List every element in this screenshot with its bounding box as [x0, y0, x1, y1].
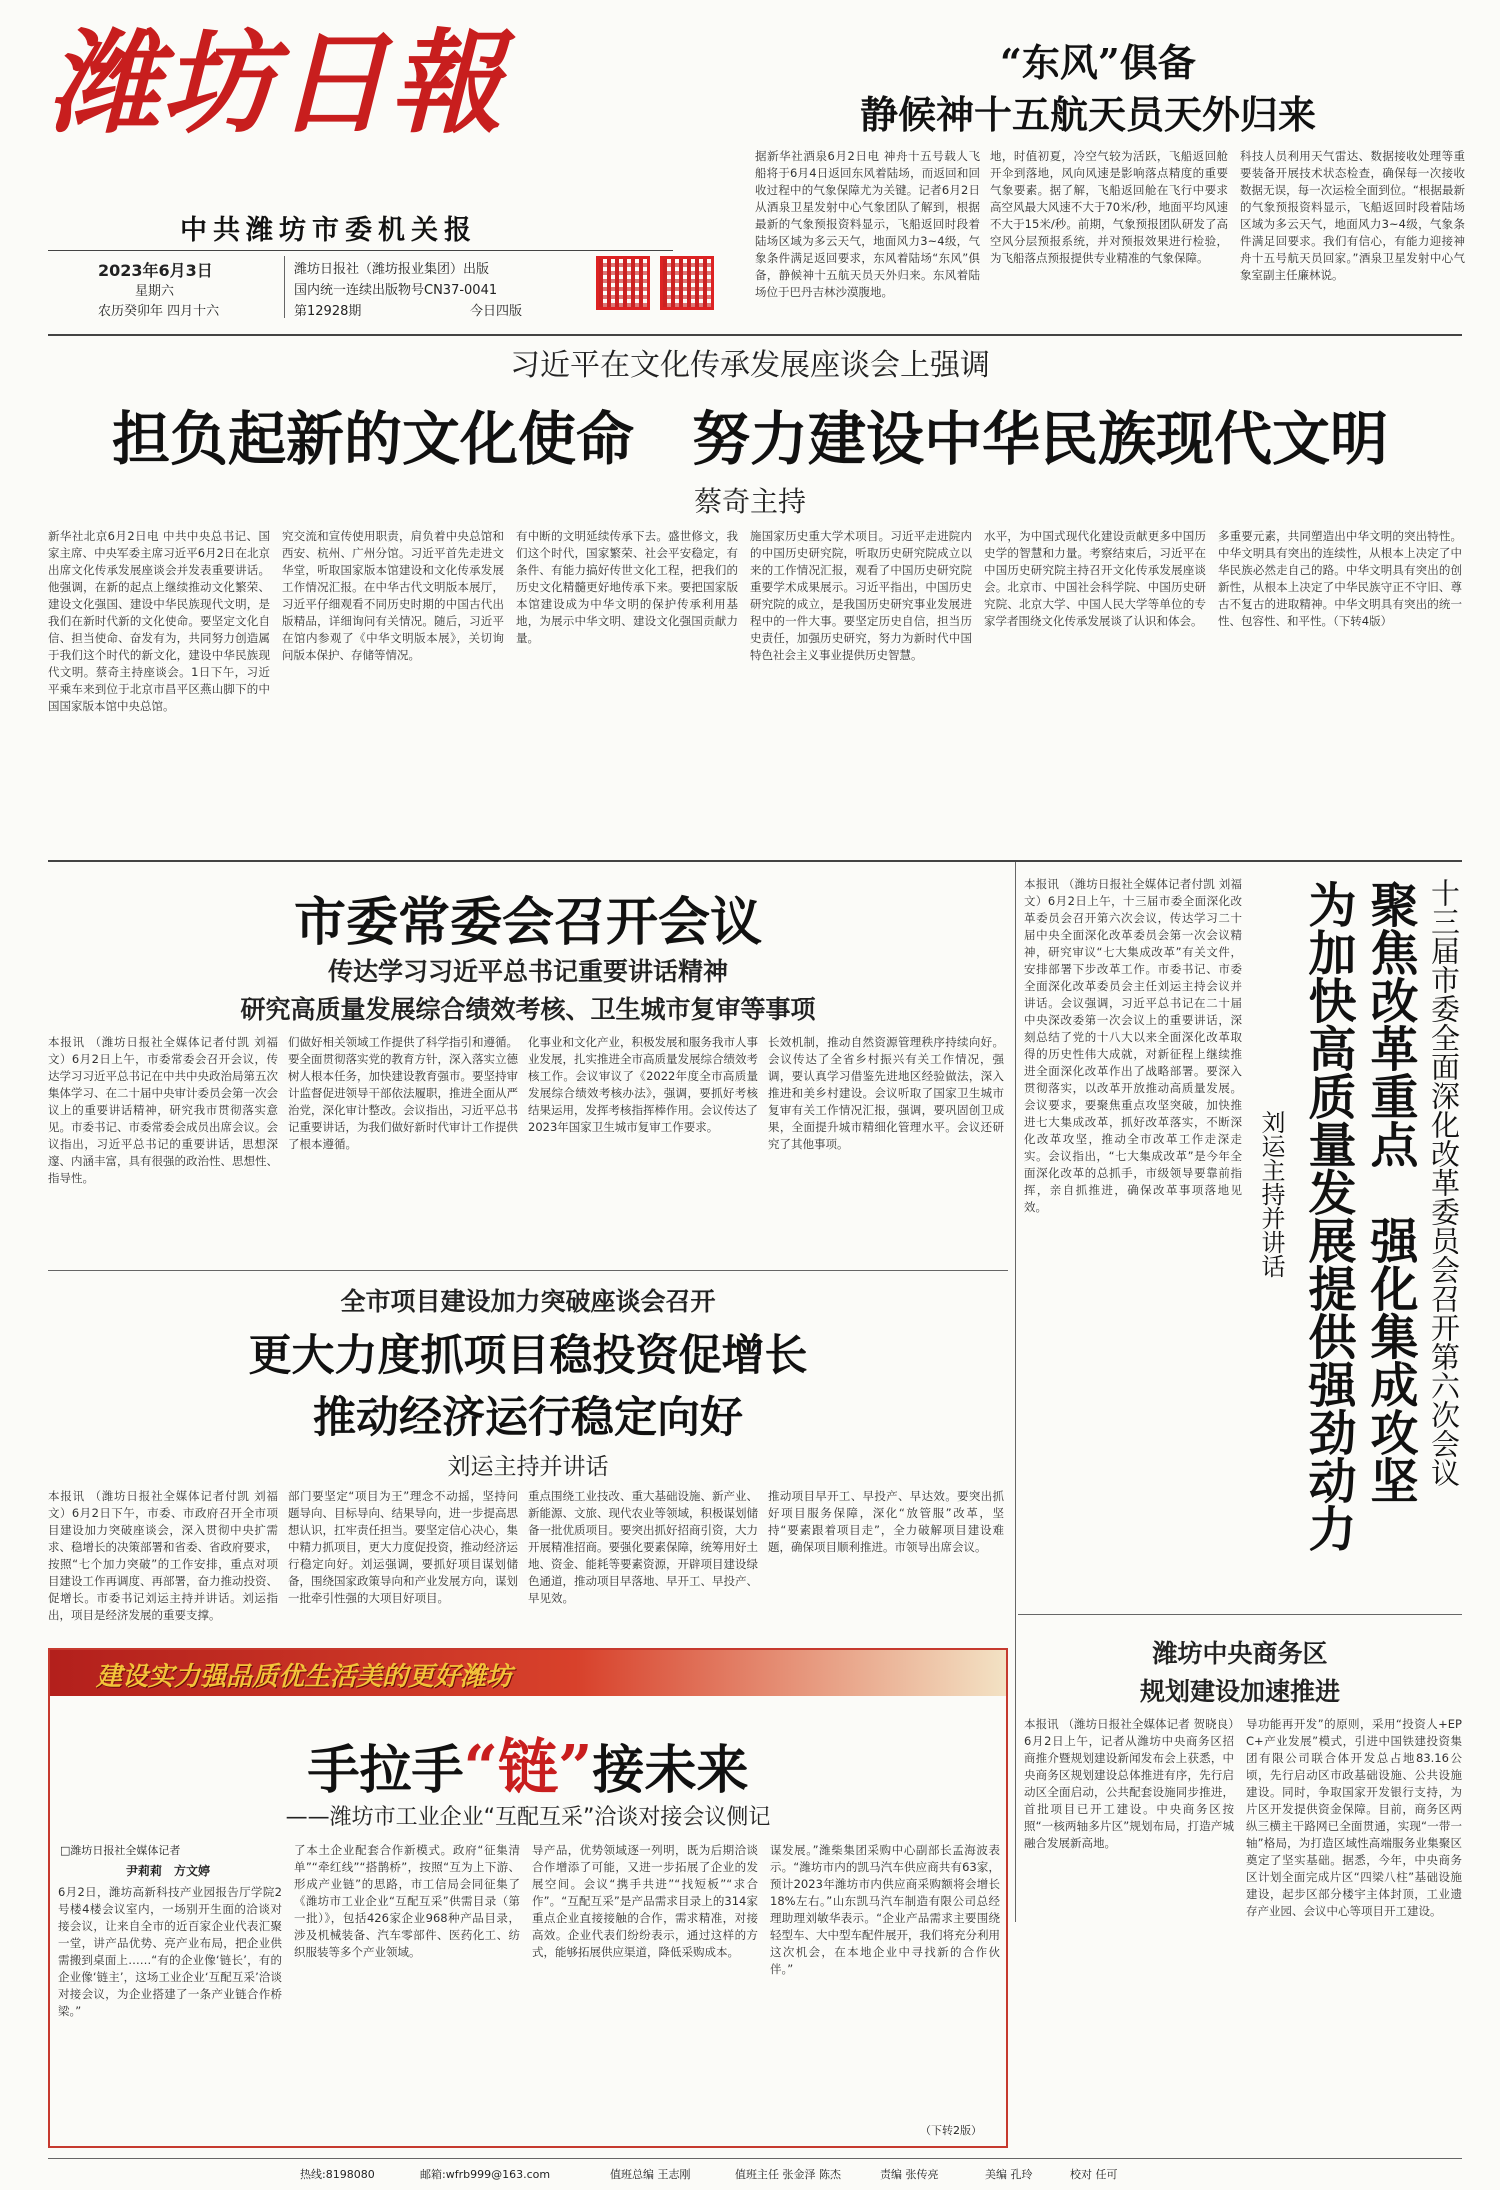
masthead-title: 潍坊日報: [48, 18, 504, 149]
top-story-col-3: 科技人员利用天气雷达、数据接收处理等重要装备开展技术状态检查，确保每一次接收数据无误，每一次运检全面到位。“根据最新的气象预报资料显示，飞船返回时段着陆场区域为多云天气，地面风力3~4级，气象条件满足回要求。我们有信心，有能力迎接神舟十五号航天员回家。”酒泉卫星发射中心气象室副主任廉林说。: [1240, 149, 1465, 282]
lead-col-2: 究交流和宣传使用职责，肩负着中央总馆和西安、杭州、广州分馆。习近平首先走进文华堂，听取国家版本馆建设和文化传承发展工作情况汇报。在中华古代文明版本展厅，习近平仔细观看不同历史时期的中国古代出版精品，详细询问有关情况。随后，习近平在馆内参观了《中华文明版本展》，关切询问版本保护、存储等情况。: [282, 529, 504, 662]
feature-byline-names: 尹莉莉 方文婷: [126, 1864, 211, 1878]
lead-headline: 担负起新的文化使命 努力建设中华民族现代文明: [111, 405, 1388, 473]
projects-col-1: 本报讯 （潍坊日报社全媒体记者付凯 刘福文）6月2日下午，市委、市政府召开全市项目建设加力突破座谈会，深入贯彻中央扩需求、稳增长的决策部署和省委、省政府要求，按照“七个加力突破”的工作安排，重点对项目建设工作再调度、再部署，奋力推动投资、促增长。市委书记刘运主持并讲话。刘运指出，项目是经济发展的重要支撑。: [48, 1489, 278, 1622]
footer-email: 邮箱:wfrb999@163.com: [420, 2168, 551, 2181]
issue-lunar: 农历癸卯年 四月十六: [98, 304, 220, 319]
cn-number: 国内统一连续出版物号CN37-0041: [294, 283, 498, 298]
feature-col-1: 6月2日，潍坊高新科技产业园报告厅学院2号楼4楼会议室内，一场别开生面的洽谈对接会议，让来自全市的近百家企业代表汇聚一堂，讲产品优势、亮产业布局，把企业供需搬到桌面上……“有的企业像‘链长’，有的企业像‘链主’，这场工业企业‘互配互采’洽谈对接会议，为企业搭建了一条产业链合作桥梁。”: [58, 1885, 282, 2018]
projects-col-4: 推动项目早开工、早投产、早达效。要突出抓好项目服务保障，深化“放管服”改革，坚持“要素跟着项目走”，全力破解项目建设难题，确保项目顺利推进。市领导出席会议。: [768, 1489, 1004, 1554]
slogan-banner: [50, 1650, 1006, 1696]
qr-code-1[interactable]: [596, 256, 650, 310]
feature-title: [48, 1720, 1008, 1806]
issue-number: 第12928期: [294, 304, 362, 319]
footer-chief-editor: 值班总编 王志刚: [610, 2168, 691, 2181]
committee-sub-2: 研究高质量发展综合绩效考核、卫生城市复审等事项: [240, 995, 816, 1024]
projects-presider: 刘运主持并讲话: [447, 1454, 609, 1480]
page-count: 今日四版: [470, 304, 523, 319]
committee-sub-1: 传达学习习近平总书记重要讲话精神: [327, 957, 728, 986]
feature-title-quote: “链”: [463, 1733, 593, 1803]
reform-presider: 刘运主持并讲话: [1257, 1110, 1285, 1278]
feature-subtitle: ——潍坊市工业企业“互配互采”洽谈对接会议侧记: [285, 1805, 771, 1830]
footer-phone: 热线:8198080: [300, 2168, 375, 2181]
masthead-tagline: 中共潍坊市委机关报: [180, 215, 477, 246]
publisher: 潍坊日报社（潍坊报业集团）出版: [294, 262, 490, 277]
feature-col-4: 谋发展。”潍柴集团采购中心副部长孟海波表示。“潍坊市内的凯马汽车供应商共有63家，预计2023年潍坊市内供应商采购额将会增长18%左右。”山东凯马汽车制造有限公司总经理助理刘敏华表示。“企业产品需求主要围绕轻型车、大中型车配件展开，我们将充分利用这次机会，在本地企业中寻找新的合作伙伴。”: [770, 1843, 1000, 1976]
footer-director: 值班主任 张金泽 陈杰: [735, 2168, 841, 2181]
top-story-title: 静候神十五航天员天外归来: [860, 92, 1317, 137]
issue-date: 2023年6月3日: [98, 261, 213, 280]
qr-code-2[interactable]: [660, 256, 714, 310]
cbd-col-1: 本报讯 （潍坊日报社全媒体记者 贺晓良）6月2日上午，记者从潍坊中央商务区招商推介暨规划建设新闻发布会上获悉，中央商务区规划建设总体推进有序，先行启动区全面启动，公共配套设施同步推进，首批项目已开工建设。中央商务区按照“一核两轴多片区”规划布局，打造产城融合发展新高地。: [1024, 1717, 1234, 1850]
footer-art-editor: 美编 孔玲: [985, 2168, 1033, 2181]
projects-headline-1: 更大力度抓项目稳投资促增长: [248, 1331, 808, 1381]
lead-col-4: 施国家历史重大学术项目。习近平走进院内的中国历史研究院，听取历史研究院成立以来的工作情况汇报，观看了中国历史研究院重要学术成果展示。习近平指出，中国历史研究院的成立，是我国历史研究事业发展进程中的一件大事。要坚定历史自信，担当历史责任，加强历史研究，努力为新时代中国特色社会主义事业提供历史智慧。: [750, 529, 972, 662]
slogan-text: 建设实力强品质优生活美的更好潍坊: [96, 1662, 513, 1692]
lead-col-1: 新华社北京6月2日电 中共中央总书记、国家主席、中央军委主席习近平6月2日在北京出席文化传承发展座谈会并发表重要讲话。他强调，在新的起点上继续推动文化繁荣、建设文化强国、建设中华民族现代文明，是我们在新时代新的文化使命。要坚定文化自信、担当使命、奋发有为，共同努力创造属于我们这个时代的新文化，建设中华民族现代文明。蔡奇主持座谈会。1日下午，习近平乘车来到位于北京市昌平区燕山脚下的中国国家版本馆中央总馆。: [48, 529, 270, 713]
lead-col-5: 水平，为中国式现代化建设贡献更多中国历史学的智慧和力量。考察结束后，习近平在中国历史研究院主持召开文化传承发展座谈会。北京市、中国社会科学院、中国历史研究院、北京大学、中国人民大学等单位的专家学者围绕文化传承发展谈了认识和体会。: [984, 529, 1206, 628]
lead-col-3: 有中断的文明延续传承下去。盛世修文，我们这个时代，国家繁荣、社会平安稳定，有条件、有能力搞好传世文化工程，把我们的历史文化精髓更好地传承下来。要把国家版本馆建设成为中华文明的保护传承利用基地，为展示中华文明、建设文化强国贡献力量。: [516, 529, 738, 645]
cbd-col-2: 导功能再开发”的原则，采用“投资人+EPC+产业发展”模式，引进中国铁建投资集团有限公司联合体开发总占地83.16公顷，先行启动区市政基础设施、公共设施建设。同时，争取国家开发银行支持，为片区开发提供资金保障。目前，商务区两纵三横主干路网已全面贯通，实现“一带一轴”格局，为打造区域性高端服务业集聚区奠定了坚实基础。据悉，今年，中央商务区计划全面完成片区“四梁八柱”基础设施建设，起步区部分楼宇主体封顶，工业遗存产业园、会议中心等项目开工建设。: [1246, 1717, 1462, 1918]
projects-kicker: 全市项目建设加力突破座谈会召开: [340, 1287, 716, 1316]
projects-col-2: 部门要坚定“项目为王”理念不动摇，坚持问题导向、目标导向、结果导向，进一步提高思想认识，扛牢责任担当。要坚定信心决心，集中精力抓项目，更大力度促投资，推动经济运行稳定向好。刘运强调，要抓好项目谋划储备，围绕国家政策导向和产业发展方向，谋划一批牵引性强的大项目好项目。: [288, 1489, 518, 1605]
lead-col-6: 多重要元素，共同塑造出中华文明的突出特性。中华文明具有突出的连续性，从根本上决定了中华民族必然走自己的路。中华文明具有突出的创新性，从根本上决定了中华民族守正不守旧、尊古不复古的进取精神。中华文明具有突出的统一性、包容性、和平性。（下转4版）: [1218, 529, 1462, 628]
reform-headline-right: 聚焦改革重点 强化集成攻坚: [1362, 880, 1418, 1504]
projects-col-3: 重点围绕工业技改、重大基础设施、新产业、新能源、文旅、现代农业等领域，积极谋划储备一批优质项目。要突出抓好招商引资，大力开展精准招商。要强化要素保障，统筹用好土地、资金、能耗等要素资源，开辟项目建设绿色通道，推动项目早落地、早开工、早投产、早见效。: [528, 1489, 758, 1605]
lead-presider: 蔡奇主持: [693, 485, 806, 518]
reform-kicker: 十三届市委全面深化改革委员会召开第六次会议: [1427, 878, 1461, 1487]
feature-continued: （下转2版）: [920, 2124, 982, 2137]
feature-byline-org: □潍坊日报社全媒体记者: [60, 1844, 181, 1857]
feature-title-after: 接未来: [592, 1740, 749, 1801]
feature-col-3: 导产品，优势领域逐一列明，既为后期洽谈合作增添了可能，又进一步拓展了企业的发展空间。会议“携手共进”“找短板”“求合作”。“互配互采”是产品需求目录上的314家重点企业直接接触的合作，需求精准，对接高效。企业代表们纷纷表示，通过这样的方式，能够拓展供应渠道，降低采购成本。: [532, 1843, 758, 1959]
feature-title-before: 手拉手: [307, 1740, 464, 1801]
projects-headline-2: 推动经济运行稳定向好: [313, 1393, 743, 1443]
reform-body: 本报讯 （潍坊日报社全媒体记者付凯 刘福文）6月2日上午，十三届市委全面深化改革委员会召开第六次会议，传达学习二十届中央全面深化改革委员会第一次会议精神，研究审议“七大集成改革”有关文件，安排部署下步改革工作。市委书记、市委全面深化改革委员会主任刘运主持会议并讲话。会议强调，习近平总书记在二十届中央深改委第一次会议上的重要讲话，深刻总结了党的十八大以来全面深化改革取得的历史性伟大成就，对新征程上继续推进全面深化改革作出了战略部署。要深入贯彻落实，以改革开放推动高质量发展。会议要求，要聚焦重点攻坚突破，加快推进七大集成改革，抓好改革落实，不断深化改革攻坚，推动全市改革工作走深走实。会议指出，“七大集成改革”是今年全面深化改革的总抓手，市级领导要靠前指挥，亲自抓推进，确保改革事项落地见效。: [1024, 877, 1242, 1214]
top-story-col-2: 地，时值初夏，冷空气较为活跃，飞船返回舱开伞到落地，风向风速是影响落点精度的重要气象要素。据了解，飞船返回舱在飞行中要求高空风最大风速不大于70米/秒，地面平均风速不大于15米/秒。前期，气象预报团队研发了高空风分层预报系统，并对预报效果进行检验，为飞船落点预报提供专业精准的气象保障。: [990, 149, 1228, 265]
committee-col-4: 长效机制，推动自然资源管理秩序持续向好。会议传达了全省乡村振兴有关工作情况，强调，要认真学习借鉴先进地区经验做法，深入推进和美乡村建设。会议听取了国家卫生城市复审有关工作情况汇报，强调，要巩固创卫成果，全面提升城市精细化管理水平。会议还研究了其他事项。: [768, 1035, 1004, 1151]
committee-col-1: 本报讯 （潍坊日报社全媒体记者付凯 刘福文）6月2日上午，市委常委会召开会议，传达学习习近平总书记在中共中央政治局第五次集体学习、在二十届中央审计委员会第一次会议上的重要讲话精神，研究我市贯彻落实意见。市委书记、市委常委会成员出席会议。会议指出，习近平总书记的重要讲话，思想深邃、内涵丰富，具有很强的政治性、思想性、指导性。: [48, 1035, 278, 1185]
footer-proof: 校对 任可: [1070, 2168, 1118, 2181]
issue-weekday: 星期六: [135, 284, 175, 299]
top-story-col-1: 据新华社酒泉6月2日电 神舟十五号载人飞船将于6月4日返回东风着陆场，而返回和回收过程中的气象保障尤为关键。记者6月2日从酒泉卫星发射中心气象团队了解到，根据最新的气象预报资料显示，飞船返回时段着陆场区域为多云天气，地面风力3~4级，气象条件满足返回要求，东风着陆场“东风”俱备，静候神十五航天员天外归来。东风着陆场位于巴丹吉林沙漠腹地。: [755, 149, 980, 299]
lead-kicker: 习近平在文化传承发展座谈会上强调: [510, 348, 990, 383]
feature-col-2: 了本土企业配套合作新模式。政府“征集清单”“牵红线”“搭鹊桥”，按照“互为上下游、形成产业链”的思路，市工信局会同征集了《潍坊市工业企业“互配互采”供需目录（第一批）》，包括426家企业968种产品目录，涉及机械装备、汽车零部件、医药化工、纺织服装等多个产业领域。: [294, 1843, 520, 1959]
reform-headline-left: 为加快高质量发展提供强劲动力: [1300, 880, 1356, 1552]
committee-col-3: 化事业和文化产业，积极发展和服务我市人事业发展，扎实推进全市高质量发展综合绩效考核工作。会议审议了《2022年度全市高质量发展综合绩效考核办法》，强调，要抓好考核结果运用，发挥考核指挥棒作用。会议传达了2023年国家卫生城市复审工作要求。: [528, 1035, 758, 1134]
committee-col-2: 们做好相关领域工作提供了科学指引和遵循。要全面贯彻落实党的教育方针，深入落实立德树人根本任务，加快建设教育强市。要坚持审计监督促进领导干部依法履职，推进全面从严治党，深化审计整改。会议指出，习近平总书记重要讲话，为我们做好新时代审计工作提供了根本遵循。: [288, 1035, 518, 1151]
cbd-headline-2: 规划建设加速推进: [1139, 1677, 1340, 1706]
cbd-headline-1: 潍坊中央商务区: [1152, 1639, 1328, 1668]
committee-headline: 市委常委会召开会议: [293, 892, 762, 953]
top-story-title-quote: “东风”俱备: [1000, 40, 1196, 85]
footer-editor: 责编 张传亮: [880, 2168, 939, 2181]
